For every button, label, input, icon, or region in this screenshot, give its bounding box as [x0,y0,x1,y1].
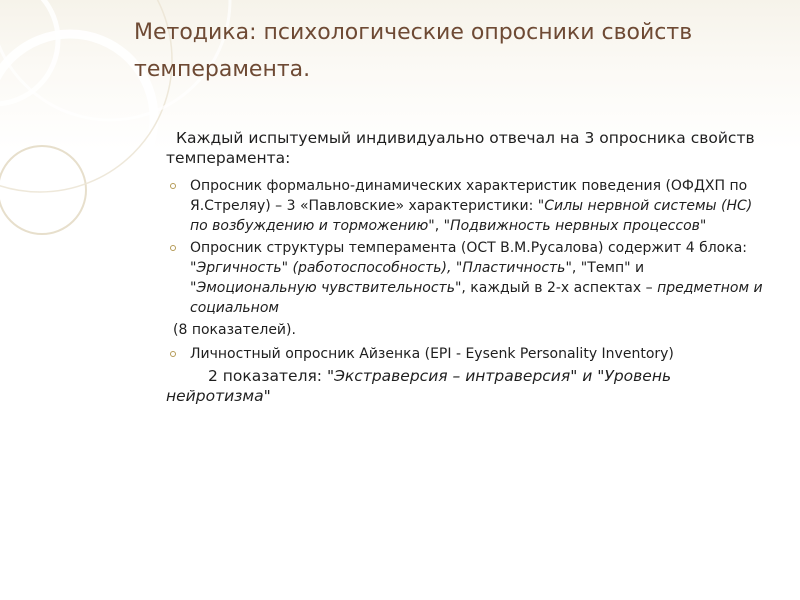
item-text: Личностный опросник Айзенка (EPI - Eysenk Personality Inventory) [190,346,674,362]
item-italic: Эмоциональную чувствительность [196,280,455,296]
indicator-count-note: (8 показателей). [173,322,296,338]
ring-bullet-icon [170,183,176,189]
list-item-ofdhp [166,176,772,236]
ring-small [0,146,86,234]
ring-bullet-icon [170,351,176,357]
lead-paragraph: Каждый испытуемый индивидуально отвечал на 3 опросника свойств темперамента: [166,129,755,167]
item-italic: Подвижность нервных процессов [450,218,700,234]
item-italic: предметном и социальном [190,280,763,316]
epi-text: " [263,387,271,405]
item-text: " [699,218,707,234]
epi-indicators [166,366,772,406]
questionnaire-list-continued [166,344,772,364]
list-item-ost [166,238,772,318]
epi-italic: Экстраверсия – интраверсия" и "Уровень нейротизма [166,367,672,405]
ring-bullet-icon [170,245,176,251]
slide-body [166,128,772,406]
item-italic: Силы нервной системы (НС) по возбуждению и торможению [190,198,753,234]
questionnaire-list [166,176,772,318]
item-text: Опросник формально-динамических характеристик поведения (ОФДХП по Я.Стреляу) – 3 «Павловские» характеристики: " [190,178,748,214]
slide-title: Методика: психологические опросники свойств темперамента. [134,20,693,82]
item-text: ", " [428,218,451,234]
item-text: Опросник структуры темперамента (ОСТ В.М.Русалова) содержит 4 блока: " [190,240,747,276]
item-text: ", "Темп" и " [190,260,645,296]
item-text: ", каждый в 2-х аспектах – [454,280,658,296]
list-item-epi [166,344,772,364]
epi-text: 2 показателя: " [208,367,335,385]
item-italic: Эргичность" (работоспособность), "Пластичность [196,260,566,276]
